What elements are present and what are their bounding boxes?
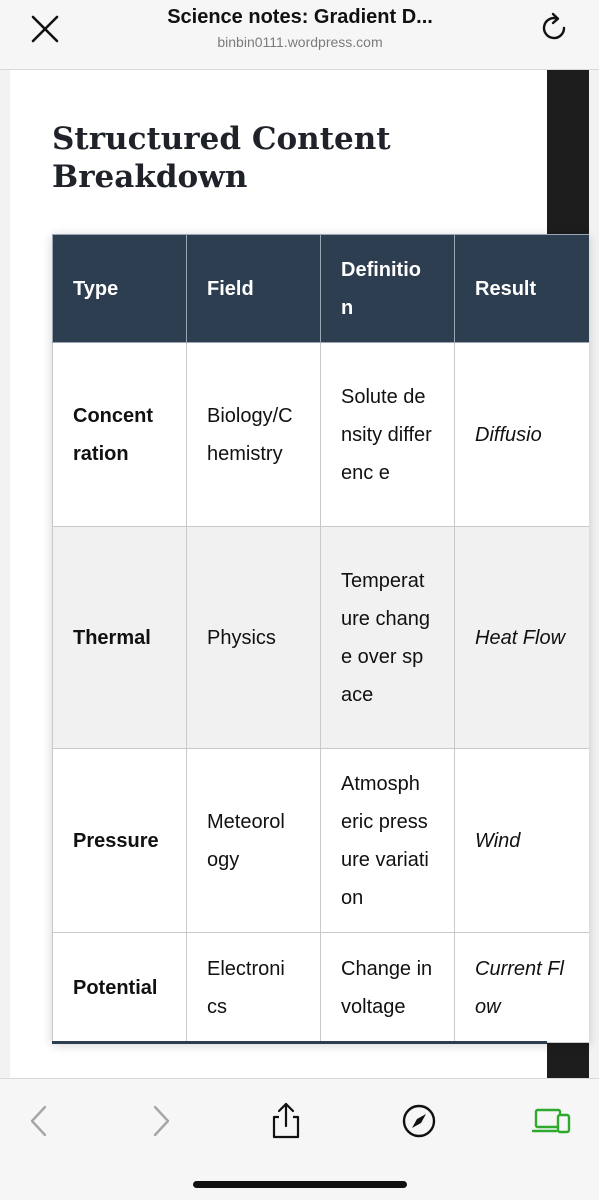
gradient-types-table[interactable] — [52, 234, 589, 1043]
page-title[interactable]: Science notes: Gradient D... — [167, 6, 433, 28]
cell-result: Heat Flow — [455, 527, 590, 749]
cell-type: Potential — [53, 933, 187, 1043]
cell-result: Wind — [455, 749, 590, 933]
share-icon[interactable] — [266, 1101, 306, 1141]
cell-result: Diffusio — [455, 343, 590, 527]
cell-definition: Temperat ure change over space — [321, 527, 455, 749]
cell-definition: Change in voltage — [321, 933, 455, 1043]
page-domain[interactable]: binbin0111.wordpress.com — [217, 34, 383, 50]
header-definition: Definitio n — [321, 235, 455, 343]
cell-type: Thermal — [53, 527, 187, 749]
header-field: Field — [187, 235, 321, 343]
table-row — [53, 933, 590, 1043]
cell-type: Pressure — [53, 749, 187, 933]
cell-type: Concent ration — [53, 343, 187, 527]
table-bottom-border — [52, 1041, 547, 1044]
cell-field: Electroni cs — [187, 933, 321, 1043]
table-row — [53, 527, 590, 749]
table-header-row — [53, 235, 590, 343]
header-type: Type — [53, 235, 187, 343]
close-icon[interactable] — [28, 12, 62, 46]
cell-field: Meteorol ogy — [187, 749, 321, 933]
header-result: Result — [455, 235, 590, 343]
page-gutter — [589, 70, 599, 1078]
chevron-left-icon[interactable] — [20, 1101, 60, 1141]
chevron-right-icon[interactable] — [140, 1101, 180, 1141]
cell-definition: Atmosph eric pressure variation — [321, 749, 455, 933]
table-row — [53, 749, 590, 933]
cell-result: Current Flow — [455, 933, 590, 1043]
home-indicator — [193, 1181, 407, 1188]
reload-icon[interactable] — [537, 10, 571, 44]
table-row — [53, 343, 590, 527]
cell-field: Biology/C hemistry — [187, 343, 321, 527]
compass-icon[interactable] — [399, 1101, 439, 1141]
section-heading: Structured Content Breakdown — [52, 121, 391, 195]
web-page[interactable] — [0, 70, 599, 1078]
cell-field: Physics — [187, 527, 321, 749]
devices-icon[interactable] — [532, 1101, 572, 1141]
cell-definition: Solute density differenc e — [321, 343, 455, 527]
browser-top-bar — [0, 0, 599, 70]
